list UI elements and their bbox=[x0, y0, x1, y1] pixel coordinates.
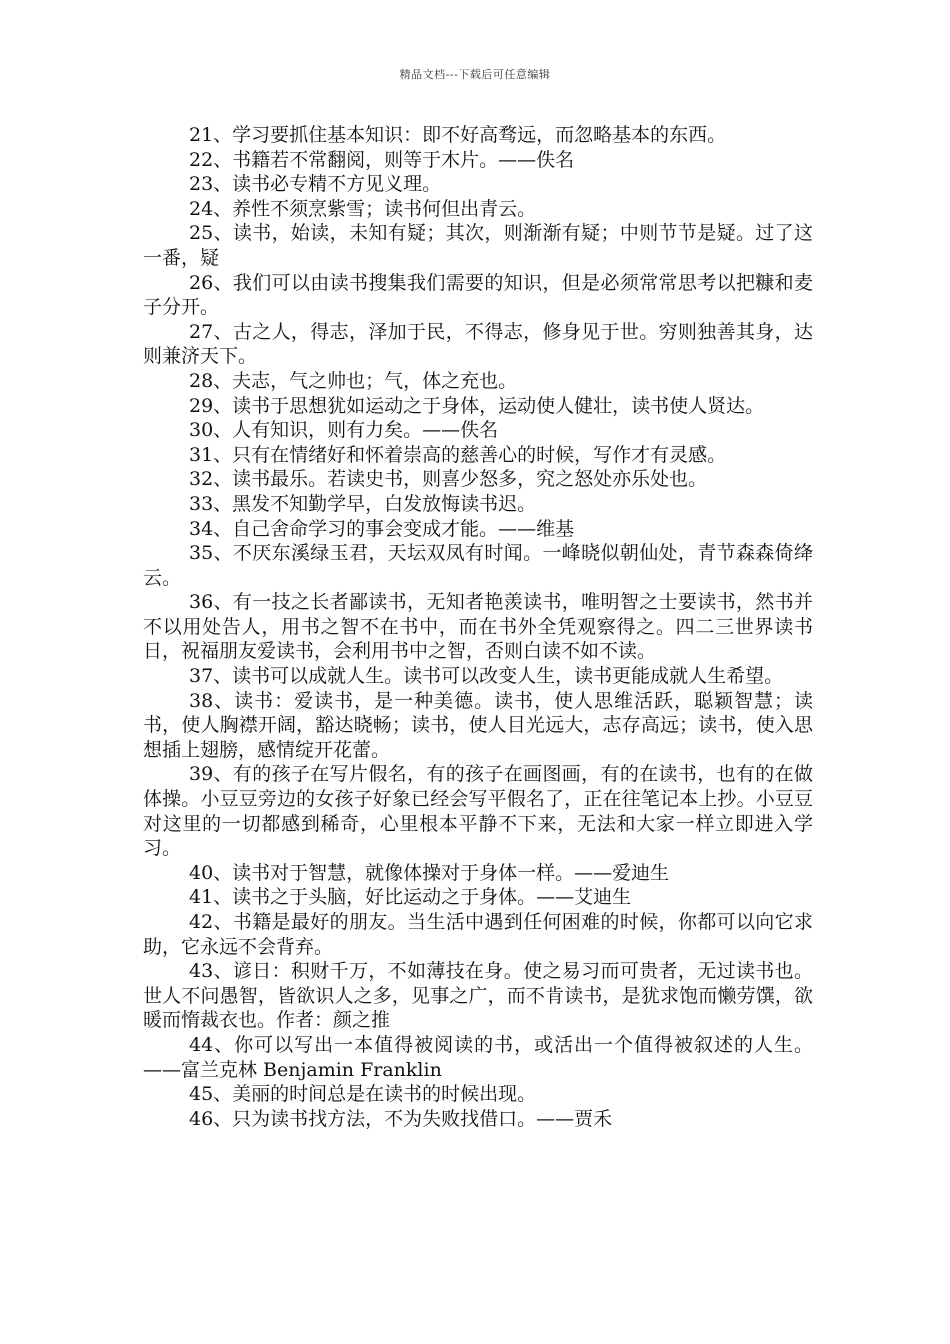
quote-paragraph: 41、读书之于头脑，好比运动之于身体。——艾迪生 bbox=[189, 886, 632, 909]
quote-paragraph: 30、人有知识，则有力矣。——佚名 bbox=[189, 419, 499, 442]
quote-paragraph: 37、读书可以成就人生。读书可以改变人生，读书更能成就人生希望。 bbox=[189, 665, 784, 688]
quote-paragraph: 22、书籍若不常翻阅，则等于木片。——佚名 bbox=[189, 148, 575, 171]
quote-paragraph: 26、我们可以由读书搜集我们需要的知识，但是必须常常思考以把糠和麦子分开。 bbox=[143, 271, 813, 319]
quote-paragraph: 35、不厌东溪绿玉君，天坛双凤有时闻。一峰晓似朝仙处，青节森森倚绛云。 bbox=[143, 542, 813, 589]
quote-paragraph: 43、谚日：积财千万，不如薄技在身。使之易习而可贵者，无过读书也。世人不问愚智，皆欲识人之多，见事之广，而不肯读书，是犹求饱而懒劳馔，欲暖而惰裁衣也。作者：颜之推 bbox=[143, 960, 813, 1032]
quote-paragraph: 46、只为读书找方法，不为失败找借口。——贾禾 bbox=[189, 1107, 613, 1130]
quote-paragraph: 38、读书：爱读书，是一种美德。读书，使人思维活跃，聪颖智慧；读书，使人胸襟开阔，豁达晓畅；读书，使人目光远大，志存高远；读书，使入思想插上翅膀，感情绽开花蕾。 bbox=[143, 689, 813, 761]
quote-paragraph: 31、只有在情绪好和怀着崇高的慈善心的时候，写作才有灵感。 bbox=[189, 443, 727, 466]
quote-paragraph: 39、有的孩子在写片假名，有的孩子在画图画，有的在读书，也有的在做体操。小豆豆旁边的女孩子好象已经会写平假名了，正在往笔记本上抄。小豆豆对这里的一切都感到稀奇，心里根本平静不下来，无法和大家一样立即进入学习。 bbox=[143, 763, 813, 860]
quote-paragraph: 42、书籍是最好的朋友。当生活中遇到任何困难的时候，你都可以向它求助，它永远不会背弃。 bbox=[143, 911, 813, 958]
quote-paragraph: 23、读书必专精不方见义理。 bbox=[189, 173, 442, 196]
quote-paragraph: 27、古之人，得志，泽加于民，不得志，修身见于世。穷则独善其身，达则兼济天下。 bbox=[143, 320, 813, 368]
quote-paragraph: 32、读书最乐。若读史书，则喜少怒多，究之怒处亦乐处也。 bbox=[189, 468, 708, 491]
quote-paragraph: 24、养性不须烹紫雪；读书何但出青云。 bbox=[189, 197, 537, 220]
quote-paragraph: 25、读书，始读，未知有疑；其次，则渐渐有疑；中则节节是疑。过了这一番，疑 bbox=[143, 222, 813, 269]
quote-paragraph: 33、黑发不知勤学早，白发放悔读书迟。 bbox=[189, 492, 537, 515]
quote-paragraph: 44、你可以写出一本值得被阅读的书，或活出一个值得被叙述的人生。——富兰克林 Benjamin Franklin bbox=[143, 1033, 813, 1081]
quote-paragraph: 21、学习要抓住基本知识：即不好高骛远，而忽略基本的东西。 bbox=[189, 124, 727, 146]
page-header: 精品文档---下载后可任意编辑 bbox=[399, 68, 551, 81]
quote-paragraph: 28、夫志，气之帅也；气，体之充也。 bbox=[189, 369, 518, 392]
quote-paragraph: 34、自己舍命学习的事会变成才能。——维基 bbox=[189, 517, 575, 540]
document-body bbox=[143, 123, 813, 1131]
quote-paragraph: 40、读书对于智慧，就像体操对于身体一样。——爱迪生 bbox=[189, 861, 670, 884]
quote-paragraph: 45、美丽的时间总是在读书的时候出现。 bbox=[189, 1083, 537, 1106]
quote-paragraph: 36、有一技之长者鄙读书，无知者艳羡读书，唯明智之士要读书，然书并不以用处告人，用书之智不在书中，而在书外全凭观察得之。四二三世界读书日，祝福朋友爱读书，会利用书中之智，否则白读不如不读。 bbox=[143, 591, 813, 663]
quote-paragraph: 29、读书于思想犹如运动之于身体，运动使人健壮，读书使人贤达。 bbox=[189, 394, 765, 417]
